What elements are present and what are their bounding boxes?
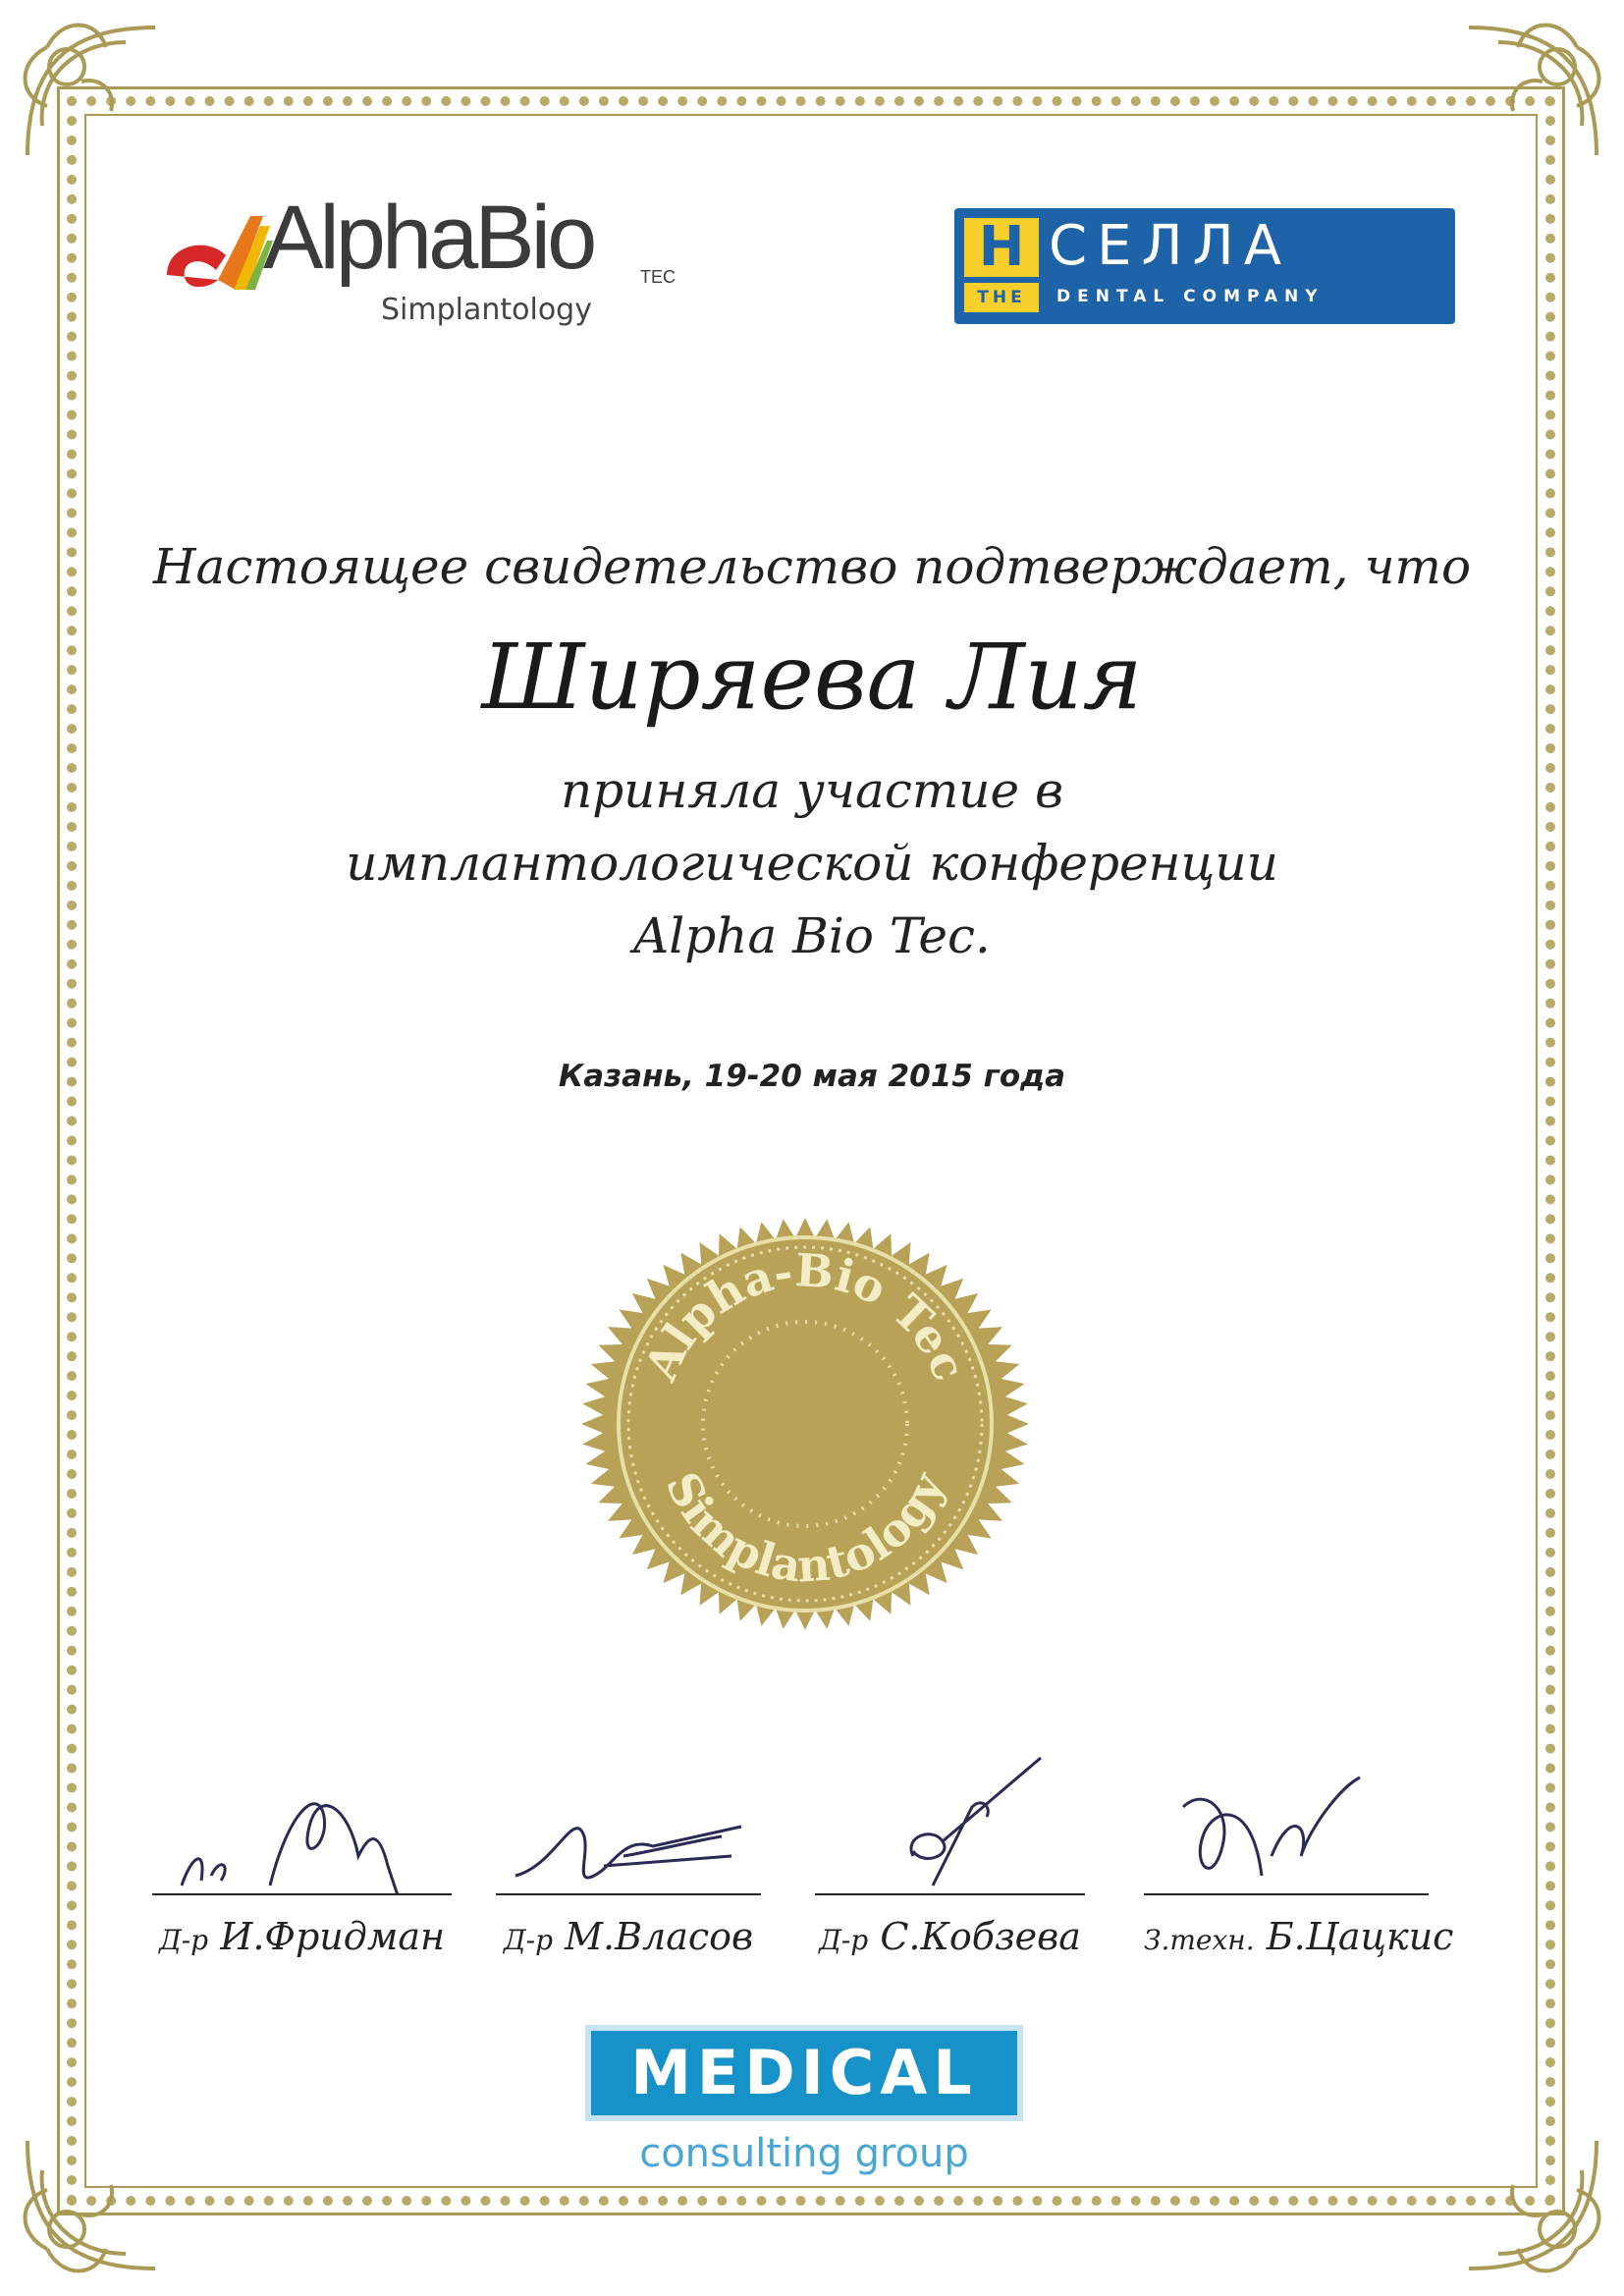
signature-block xyxy=(496,1748,761,2003)
corner-ornament-icon xyxy=(8,2121,175,2288)
certificate-line-3: Alpha Bio Tec. xyxy=(633,907,991,964)
seal-top-text: Alpha-Bio Tec xyxy=(633,1243,977,1389)
signatory-name: З.техн. Б.Цацкис xyxy=(1144,1915,1454,1958)
cella-logo xyxy=(954,208,1455,324)
signature-block xyxy=(1144,1748,1454,2003)
certificate-line-1: приняла участие в xyxy=(560,762,1064,819)
seal-bottom-text: Simplantology xyxy=(655,1463,955,1593)
gold-seal-icon xyxy=(550,1188,1060,1660)
signature-line xyxy=(1144,1893,1429,1895)
signatory-name: Д-р С.Кобзева xyxy=(819,1915,1081,1958)
certificate-line-2: имплантологической конференции xyxy=(346,835,1278,892)
corner-ornament-icon xyxy=(1449,2121,1616,2288)
signature-line xyxy=(815,1893,1085,1895)
alphabio-mark-icon xyxy=(157,196,275,314)
medical-subtitle: consulting group xyxy=(639,2131,969,2176)
alphabio-wordmark: AlphaBio xyxy=(263,188,594,288)
signature-scribble xyxy=(1144,1748,1429,1895)
signature-block xyxy=(815,1748,1085,2003)
place-date: Казань, 19-20 мая 2015 года xyxy=(558,1059,1066,1094)
cella-subtitle: DENTAL COMPANY xyxy=(1056,287,1325,306)
alphabio-logo xyxy=(147,187,717,344)
signatory-name: Д-р И.Фридман xyxy=(158,1915,446,1958)
corner-ornament-icon xyxy=(1449,8,1616,175)
signature-line xyxy=(496,1893,761,1895)
recipient-name: Ширяева Лия xyxy=(481,625,1143,730)
signature-line xyxy=(152,1893,452,1895)
cella-the: THE xyxy=(964,283,1039,312)
alphabio-tec: TEC xyxy=(640,267,676,287)
medical-consulting-logo xyxy=(585,2025,1023,2194)
cella-letter: H xyxy=(964,218,1039,277)
signature-block xyxy=(152,1748,452,2003)
corner-ornament-icon xyxy=(8,8,175,175)
cella-wordmark: СЕЛЛА xyxy=(1049,214,1292,278)
signature-scribble xyxy=(496,1748,761,1895)
certificate-intro: Настоящее свидетельство подтверждает, что xyxy=(152,538,1472,595)
signatory-name: Д-р М.Власов xyxy=(503,1915,754,1958)
alphabio-subtitle: Simplantology xyxy=(381,293,592,327)
signature-scribble xyxy=(152,1748,452,1895)
signature-scribble xyxy=(815,1748,1085,1895)
medical-wordmark: MEDICAL xyxy=(585,2025,1023,2121)
